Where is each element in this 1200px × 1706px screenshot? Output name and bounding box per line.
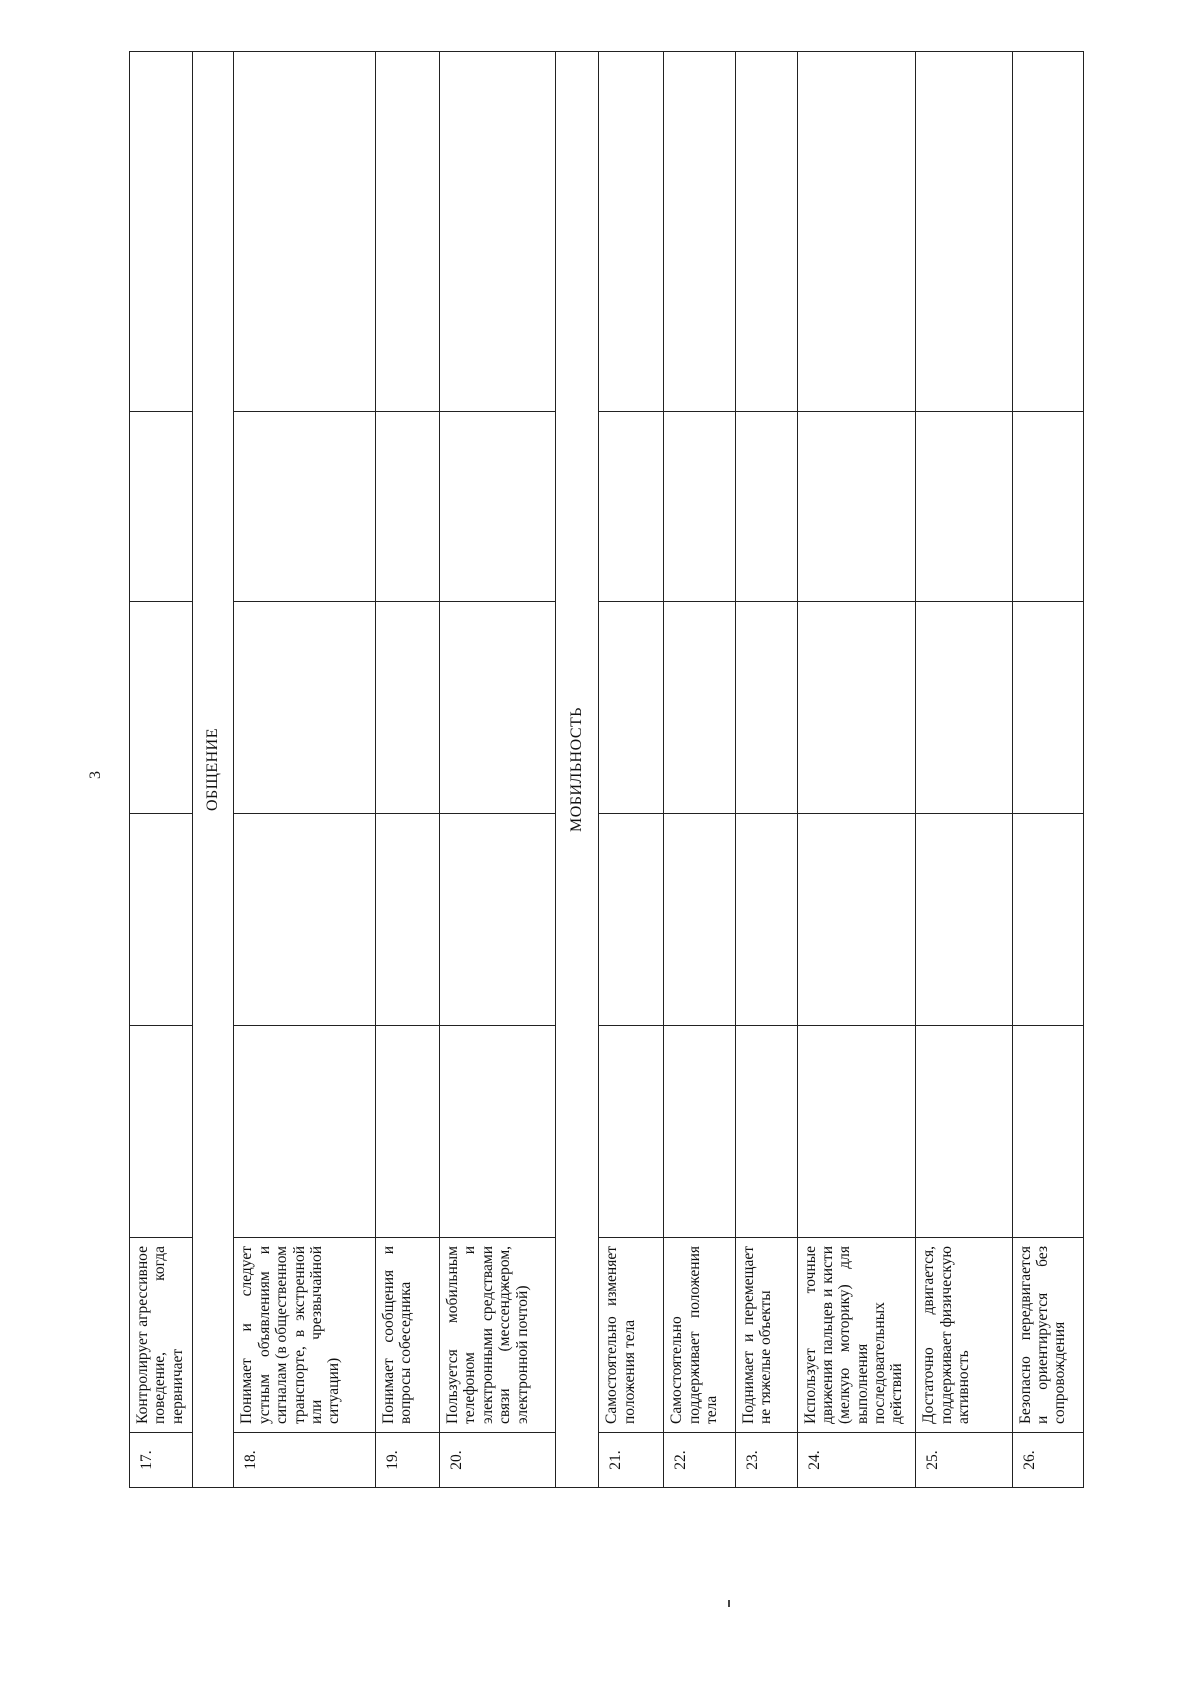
row-number: 20. bbox=[440, 1433, 556, 1488]
row-description: Понимает и следует устным объявлениям и сигналам (в общественном транспорте, в экстренной или чрезвычайной ситуации) bbox=[234, 1238, 376, 1433]
row-description: Безопасно передвигается и ориентируется без сопровождения bbox=[1012, 1238, 1083, 1433]
scan-mark bbox=[728, 1600, 730, 1607]
table-cell bbox=[130, 1026, 193, 1238]
section-row-mobility bbox=[555, 52, 598, 1488]
table-cell bbox=[234, 52, 376, 412]
table-cell bbox=[664, 814, 735, 1026]
table-cell bbox=[599, 602, 664, 814]
section-title: ОБЩЕНИЕ bbox=[193, 52, 234, 1488]
table-cell bbox=[664, 52, 735, 412]
table-cell bbox=[916, 602, 1012, 814]
table-row bbox=[440, 52, 556, 1488]
table-cell bbox=[376, 814, 440, 1026]
row-number: 23. bbox=[735, 1433, 797, 1488]
table-cell bbox=[1012, 52, 1083, 412]
table-row bbox=[916, 52, 1012, 1488]
assessment-table bbox=[129, 51, 1084, 1488]
table-cell bbox=[130, 602, 193, 814]
table-cell bbox=[440, 602, 556, 814]
table-cell bbox=[735, 1026, 797, 1238]
row-number: 21. bbox=[599, 1433, 664, 1488]
row-description: Поднимает и перемещает не тяжелые объекты bbox=[735, 1238, 797, 1433]
row-number: 18. bbox=[234, 1433, 376, 1488]
table-cell bbox=[916, 52, 1012, 412]
table-cell bbox=[735, 52, 797, 412]
table-cell bbox=[916, 412, 1012, 602]
table-cell bbox=[797, 602, 916, 814]
table-cell bbox=[130, 52, 193, 412]
row-number: 19. bbox=[376, 1433, 440, 1488]
table-cell bbox=[735, 814, 797, 1026]
table-cell bbox=[440, 1026, 556, 1238]
row-number: 22. bbox=[664, 1433, 735, 1488]
table-cell bbox=[735, 412, 797, 602]
table-cell bbox=[797, 814, 916, 1026]
table-cell bbox=[234, 412, 376, 602]
table-cell bbox=[664, 602, 735, 814]
row-description: Самостоятельно изменяет положения тела bbox=[599, 1238, 664, 1433]
table-cell bbox=[440, 412, 556, 602]
table-cell bbox=[664, 412, 735, 602]
table-cell bbox=[916, 814, 1012, 1026]
row-number: 24. bbox=[797, 1433, 916, 1488]
table-cell bbox=[376, 52, 440, 412]
table-cell bbox=[1012, 602, 1083, 814]
table-cell bbox=[130, 814, 193, 1026]
table-row bbox=[797, 52, 916, 1488]
table-cell bbox=[599, 412, 664, 602]
table-cell bbox=[1012, 814, 1083, 1026]
table-cell bbox=[599, 52, 664, 412]
table-cell bbox=[797, 412, 916, 602]
table-row bbox=[130, 52, 193, 1488]
table-cell bbox=[130, 412, 193, 602]
row-description: Контролирует агрессивное поведение, когда нервничает bbox=[130, 1238, 193, 1433]
table-cell bbox=[735, 602, 797, 814]
table-cell bbox=[1012, 412, 1083, 602]
table-cell bbox=[440, 814, 556, 1026]
row-number: 17. bbox=[130, 1433, 193, 1488]
row-description: Использует точные движения пальцев и кисти (мелкую моторику) для выполнения последовательных действий bbox=[797, 1238, 916, 1433]
table-cell bbox=[234, 602, 376, 814]
table-cell bbox=[234, 814, 376, 1026]
table-row bbox=[735, 52, 797, 1488]
row-number: 25. bbox=[916, 1433, 1012, 1488]
row-number: 26. bbox=[1012, 1433, 1083, 1488]
row-description: Самостоятельно поддерживает положения тела bbox=[664, 1238, 735, 1433]
row-description: Понимает сообщения и вопросы собеседника bbox=[376, 1238, 440, 1433]
table-cell bbox=[599, 1026, 664, 1238]
table-cell bbox=[599, 814, 664, 1026]
table-cell bbox=[440, 52, 556, 412]
table-row bbox=[664, 52, 735, 1488]
table-cell bbox=[376, 412, 440, 602]
assessment-table-rotated bbox=[129, 52, 1084, 1488]
table-row bbox=[234, 52, 376, 1488]
table-row bbox=[1012, 52, 1083, 1488]
table-cell bbox=[234, 1026, 376, 1238]
table-row bbox=[376, 52, 440, 1488]
section-row-communication bbox=[193, 52, 234, 1488]
table-row bbox=[599, 52, 664, 1488]
row-description: Пользуется мобильным телефоном и электронными средствами связи (мессенджером, электронной почтой) bbox=[440, 1238, 556, 1433]
section-title: МОБИЛЬНОСТЬ bbox=[555, 52, 598, 1488]
table-cell bbox=[797, 1026, 916, 1238]
page-number: 3 bbox=[87, 771, 104, 779]
table-cell bbox=[376, 602, 440, 814]
table-cell bbox=[1012, 1026, 1083, 1238]
table-cell bbox=[376, 1026, 440, 1238]
table-cell bbox=[664, 1026, 735, 1238]
row-description: Достаточно двигается, поддерживает физическую активность bbox=[916, 1238, 1012, 1433]
table-cell bbox=[797, 52, 916, 412]
table-cell bbox=[916, 1026, 1012, 1238]
